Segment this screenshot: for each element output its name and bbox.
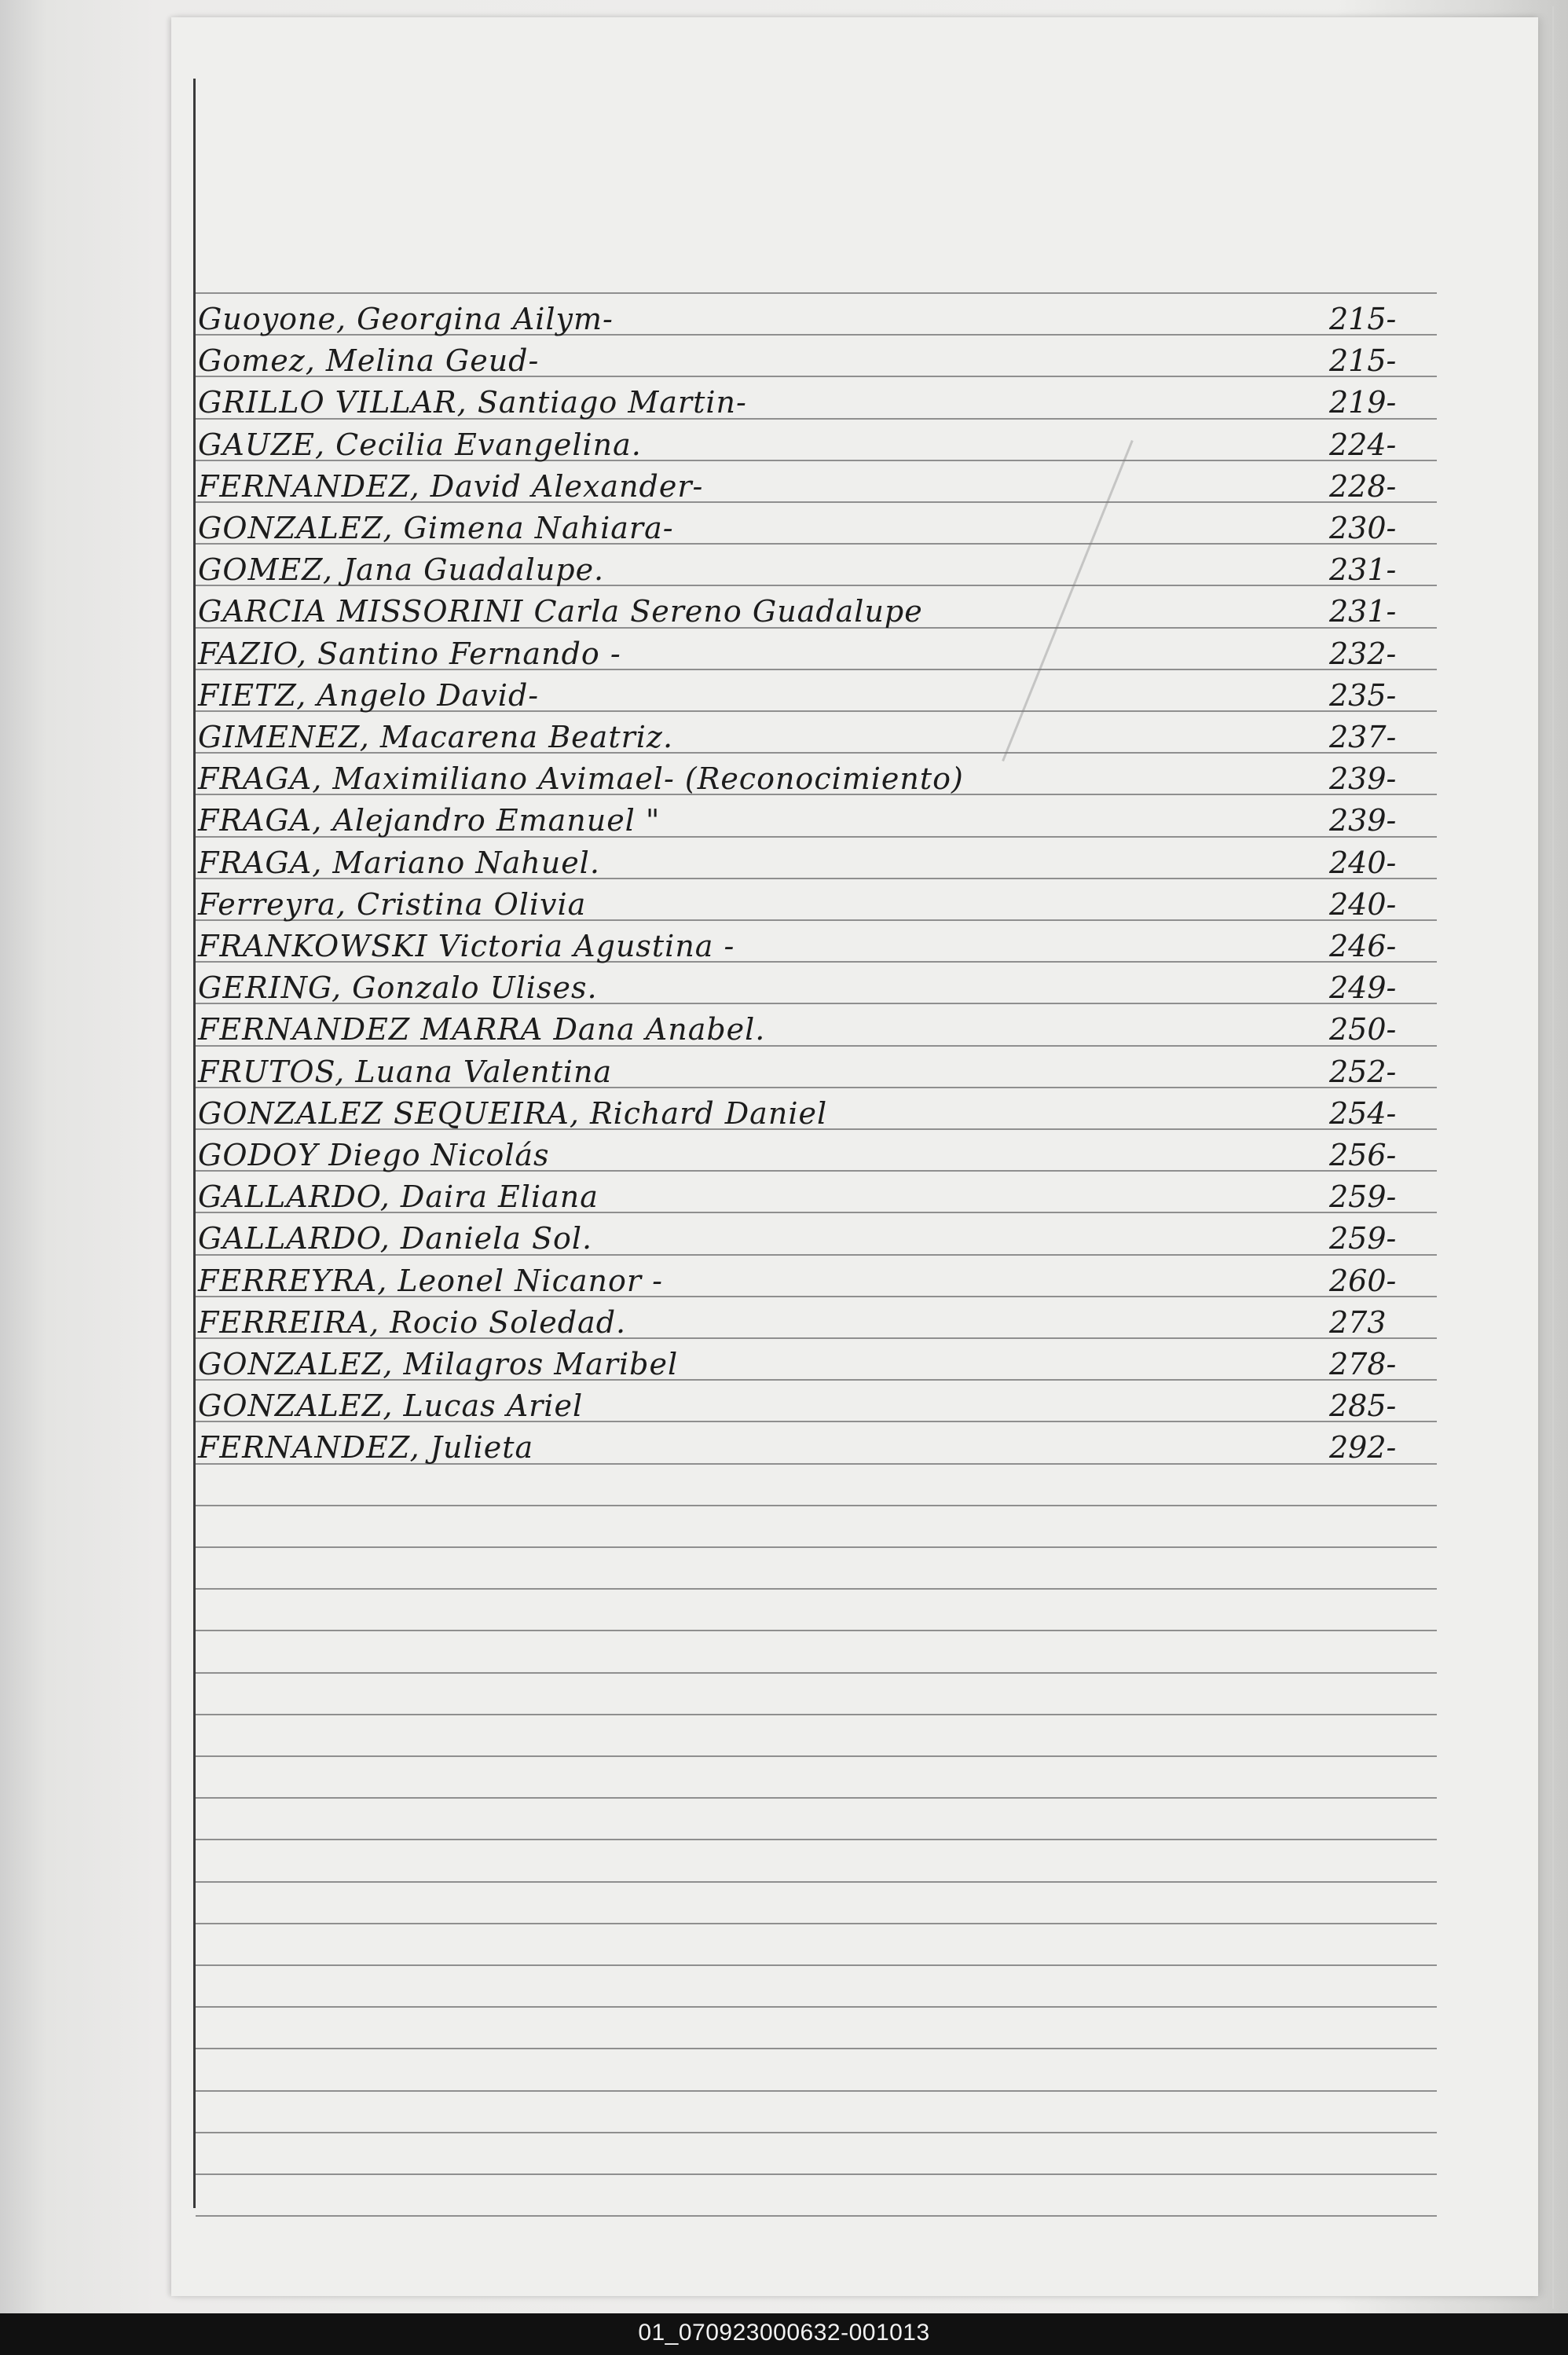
entry-number: 228- bbox=[1329, 469, 1397, 504]
ruled-line bbox=[196, 2048, 1437, 2049]
entry-name: FERNANDEZ, Julieta bbox=[198, 1430, 534, 1465]
entry-name: GALLARDO, Daira Eliana bbox=[198, 1179, 599, 1214]
ruled-line bbox=[196, 2173, 1437, 2175]
register-entry bbox=[198, 505, 1447, 547]
entry-number: 231- bbox=[1329, 552, 1397, 587]
entry-name: GAUZE, Cecilia Evangelina. bbox=[198, 427, 642, 462]
register-entry bbox=[198, 714, 1447, 756]
register-entry bbox=[198, 589, 1447, 630]
entry-number: 231- bbox=[1329, 594, 1397, 629]
entry-name: GONZALEZ, Gimena Nahiara- bbox=[198, 511, 674, 545]
register-entry bbox=[198, 547, 1447, 589]
entry-number: 285- bbox=[1329, 1388, 1397, 1423]
entry-number: 259- bbox=[1329, 1179, 1397, 1214]
ruled-line bbox=[196, 1755, 1437, 1757]
register-entry bbox=[198, 464, 1447, 505]
entry-number: 246- bbox=[1329, 929, 1397, 963]
entry-name: GERING, Gonzalo Ulises. bbox=[198, 970, 598, 1005]
ruled-line bbox=[196, 1546, 1437, 1548]
entry-name: FERREIRA, Rocio Soledad. bbox=[198, 1305, 627, 1340]
entry-number: 273 bbox=[1329, 1305, 1387, 1340]
register-entry bbox=[198, 631, 1447, 673]
entry-name: Ferreyra, Cristina Olivia bbox=[198, 887, 587, 922]
entry-name: FERREYRA, Leonel Nicanor - bbox=[198, 1264, 663, 1298]
ruled-line bbox=[196, 1714, 1437, 1715]
entry-number: 292- bbox=[1329, 1430, 1397, 1465]
entry-number: 237- bbox=[1329, 720, 1397, 754]
entry-name: GONZALEZ, Lucas Ariel bbox=[198, 1388, 584, 1423]
register-entry bbox=[198, 882, 1447, 923]
entry-name: FAZIO, Santino Fernando - bbox=[198, 636, 621, 671]
entry-number: 239- bbox=[1329, 761, 1397, 796]
ruled-line bbox=[196, 292, 1437, 294]
register-entry bbox=[198, 1383, 1447, 1425]
register-entry bbox=[198, 1049, 1447, 1091]
register-entry bbox=[198, 422, 1447, 464]
register-entry bbox=[198, 798, 1447, 839]
ruled-line bbox=[196, 2090, 1437, 2092]
entry-name: FERNANDEZ, David Alexander- bbox=[198, 469, 704, 504]
entry-number: 249- bbox=[1329, 970, 1397, 1005]
ruled-line bbox=[196, 1588, 1437, 1590]
entry-name: FERNANDEZ MARRA Dana Anabel. bbox=[198, 1012, 766, 1047]
entry-number: 215- bbox=[1329, 302, 1397, 336]
entry-number: 240- bbox=[1329, 887, 1397, 922]
entry-number: 230- bbox=[1329, 511, 1397, 545]
register-entry bbox=[198, 673, 1447, 714]
entry-name: FRAGA, Alejandro Emanuel " bbox=[198, 803, 661, 838]
entry-number: 256- bbox=[1329, 1138, 1397, 1172]
entry-number: 278- bbox=[1329, 1347, 1397, 1381]
entry-number: 215- bbox=[1329, 343, 1397, 378]
ruled-line bbox=[196, 2215, 1437, 2217]
entry-name: FRAGA, Maximiliano Avimael- (Reconocimiento) bbox=[198, 761, 964, 796]
entry-number: 240- bbox=[1329, 846, 1397, 880]
register-entry bbox=[198, 1007, 1447, 1048]
entry-name: FRANKOWSKI Victoria Agustina - bbox=[198, 929, 735, 963]
entry-number: 254- bbox=[1329, 1096, 1397, 1131]
register-entry bbox=[198, 923, 1447, 965]
entry-name: FIETZ, Angelo David- bbox=[198, 678, 540, 713]
ruled-line bbox=[196, 1672, 1437, 1674]
ruled-line bbox=[196, 1964, 1437, 1966]
entry-name: GODOY Diego Nicolás bbox=[198, 1138, 550, 1172]
entry-name: GRILLO VILLAR, Santiago Martin- bbox=[198, 385, 747, 420]
register-entry bbox=[198, 1216, 1447, 1257]
footer-bar bbox=[0, 2313, 1568, 2355]
entry-name: FRAGA, Mariano Nahuel. bbox=[198, 846, 600, 880]
ruled-line bbox=[196, 1505, 1437, 1506]
entry-name: Guoyone, Georgina Ailym- bbox=[198, 302, 614, 336]
register-entry bbox=[198, 1300, 1447, 1341]
register-entry bbox=[198, 1425, 1447, 1466]
ruled-line bbox=[196, 2006, 1437, 2008]
register-entry bbox=[198, 1174, 1447, 1216]
register-entry bbox=[198, 840, 1447, 882]
entry-name: GOMEZ, Jana Guadalupe. bbox=[198, 552, 605, 587]
entry-name: FRUTOS, Luana Valentina bbox=[198, 1055, 613, 1089]
entry-number: 224- bbox=[1329, 427, 1397, 462]
entry-name: Gomez, Melina Geud- bbox=[198, 343, 540, 378]
entry-number: 259- bbox=[1329, 1221, 1397, 1256]
ruled-line bbox=[196, 1923, 1437, 1924]
entry-number: 219- bbox=[1329, 385, 1397, 420]
entry-number: 239- bbox=[1329, 803, 1397, 838]
entry-number: 250- bbox=[1329, 1012, 1397, 1047]
entry-name: GONZALEZ, Milagros Maribel bbox=[198, 1347, 679, 1381]
entry-number: 252- bbox=[1329, 1055, 1397, 1089]
register-entry bbox=[198, 1341, 1447, 1383]
ruled-line bbox=[196, 2132, 1437, 2133]
entry-name: GALLARDO, Daniela Sol. bbox=[198, 1221, 593, 1256]
entry-number: 235- bbox=[1329, 678, 1397, 713]
register-entry bbox=[198, 338, 1447, 380]
entry-number: 260- bbox=[1329, 1264, 1397, 1298]
ruled-line bbox=[196, 1839, 1437, 1840]
ruled-line bbox=[196, 1881, 1437, 1883]
ruled-line bbox=[196, 1797, 1437, 1799]
register-entry bbox=[198, 296, 1447, 338]
register-entry bbox=[198, 1091, 1447, 1132]
entry-name: GONZALEZ SEQUEIRA, Richard Daniel bbox=[198, 1096, 828, 1131]
register-entry bbox=[198, 965, 1447, 1007]
document-code: 01_070923000632-001013 bbox=[638, 2320, 930, 2346]
register-entry bbox=[198, 1132, 1447, 1174]
register-entry bbox=[198, 756, 1447, 798]
entry-number: 232- bbox=[1329, 636, 1397, 671]
register-entry bbox=[198, 1258, 1447, 1300]
entry-name: GARCIA MISSORINI Carla Sereno Guadalupe bbox=[198, 594, 923, 629]
register-entry bbox=[198, 380, 1447, 421]
ruled-line bbox=[196, 1630, 1437, 1631]
entry-name: GIMENEZ, Macarena Beatriz. bbox=[198, 720, 674, 754]
